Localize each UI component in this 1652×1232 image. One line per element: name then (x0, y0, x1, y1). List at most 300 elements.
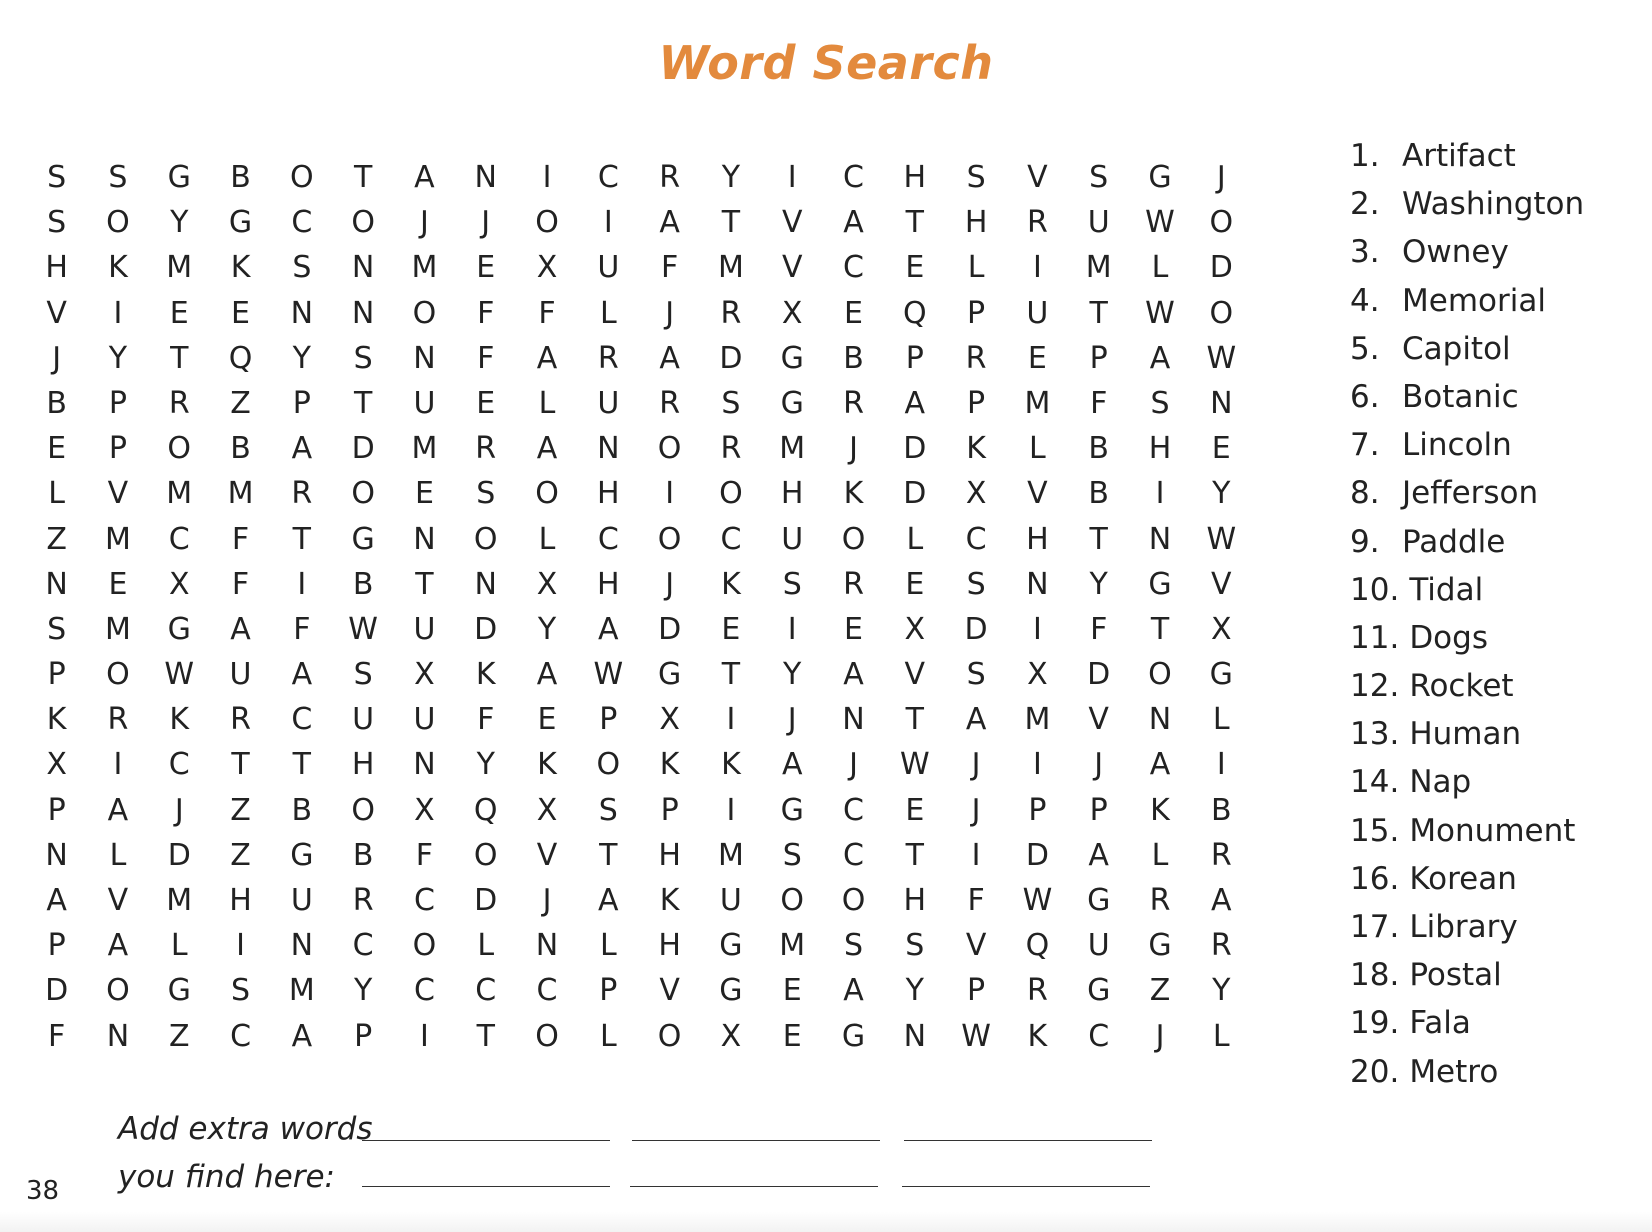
grid-letter[interactable]: H (903, 160, 927, 195)
grid-letter[interactable]: F (231, 566, 250, 602)
grid-letter[interactable]: S (1089, 160, 1109, 195)
grid-letter[interactable]: B (230, 431, 251, 467)
grid-letter[interactable]: I (787, 160, 797, 195)
grid-letter[interactable]: K (843, 476, 864, 512)
grid-letter[interactable]: O (841, 883, 866, 918)
grid-letter[interactable]: D (903, 476, 927, 512)
grid-letter[interactable]: D (1025, 837, 1049, 873)
grid-letter[interactable]: P (599, 702, 618, 738)
grid-letter[interactable]: L (599, 1018, 617, 1054)
grid-letter[interactable]: O (106, 205, 130, 241)
grid-letter[interactable]: Y (476, 747, 495, 783)
grid-letter[interactable]: V (46, 295, 67, 331)
grid-letter[interactable]: B (1088, 431, 1109, 467)
grid-letter[interactable]: I (1216, 747, 1226, 783)
grid-letter[interactable]: M (105, 521, 131, 557)
grid-letter[interactable]: A (843, 205, 864, 241)
grid-letter[interactable]: C (352, 928, 374, 964)
grid-letter[interactable]: W (593, 657, 624, 693)
grid-letter[interactable]: I (1032, 611, 1042, 647)
grid-letter[interactable]: K (721, 566, 741, 602)
grid-letter[interactable]: B (230, 160, 251, 195)
grid-letter[interactable]: R (352, 883, 374, 918)
grid-letter[interactable]: N (45, 566, 68, 602)
grid-letter[interactable]: K (1150, 792, 1170, 828)
grid-letter[interactable]: S (353, 657, 373, 693)
grid-letter[interactable]: L (48, 476, 65, 512)
grid-letter[interactable]: C (843, 250, 864, 286)
grid-letter[interactable]: E (169, 295, 189, 331)
grid-letter[interactable]: F (293, 611, 311, 647)
grid-letter[interactable]: X (168, 566, 190, 602)
grid-letter[interactable]: E (905, 792, 925, 828)
grid-letter[interactable]: I (971, 837, 981, 873)
grid-letter[interactable]: W (348, 611, 378, 647)
grid-letter[interactable]: X (46, 747, 67, 783)
grid-letter[interactable]: Y (905, 973, 924, 1009)
grid-letter[interactable]: W (961, 1018, 991, 1054)
grid-letter[interactable]: K (966, 431, 986, 467)
grid-letter[interactable]: C (843, 837, 864, 873)
grid-letter[interactable]: V (781, 250, 803, 286)
grid-letter[interactable]: R (230, 702, 251, 738)
grid-letter[interactable]: D (45, 973, 69, 1009)
grid-letter[interactable]: T (353, 385, 373, 421)
grid-letter[interactable]: J (1155, 1018, 1165, 1054)
grid-letter[interactable]: P (1089, 792, 1108, 828)
grid-letter[interactable]: B (843, 340, 864, 376)
grid-letter[interactable]: Y (108, 340, 128, 376)
grid-letter[interactable]: E (905, 566, 925, 602)
grid-letter[interactable]: H (658, 928, 681, 964)
grid-letter[interactable]: F (477, 295, 495, 331)
grid-letter[interactable]: T (1089, 295, 1108, 331)
grid-letter[interactable]: D (167, 837, 191, 873)
grid-letter[interactable]: W (1206, 340, 1237, 376)
grid-letter[interactable]: U (229, 657, 252, 693)
grid-letter[interactable]: G (228, 205, 253, 241)
grid-letter[interactable]: I (542, 160, 552, 195)
grid-letter[interactable]: N (106, 1018, 130, 1054)
grid-letter[interactable]: C (168, 747, 190, 783)
grid-letter[interactable]: H (229, 883, 252, 918)
grid-letter[interactable]: L (1212, 1018, 1230, 1054)
grid-letter[interactable]: O (1209, 295, 1234, 331)
grid-letter[interactable]: T (415, 566, 434, 602)
grid-letter[interactable]: G (351, 521, 375, 557)
grid-letter[interactable]: P (47, 657, 66, 693)
grid-letter[interactable]: L (1212, 702, 1230, 738)
grid-letter[interactable]: C (168, 521, 190, 557)
grid-letter[interactable]: S (598, 792, 618, 828)
grid-letter[interactable]: C (475, 973, 497, 1009)
grid-letter[interactable]: R (168, 385, 190, 421)
grid-letter[interactable]: H (780, 476, 804, 512)
grid-letter[interactable]: G (780, 340, 804, 376)
grid-letter[interactable]: P (1089, 340, 1108, 376)
grid-letter[interactable]: D (1087, 657, 1111, 693)
grid-letter[interactable]: C (291, 205, 313, 241)
grid-letter[interactable]: A (291, 431, 313, 467)
grid-letter[interactable]: A (598, 611, 619, 647)
grid-letter[interactable]: N (45, 837, 68, 873)
grid-letter[interactable]: P (108, 431, 127, 467)
grid-letter[interactable]: S (231, 973, 251, 1009)
grid-letter[interactable]: S (47, 611, 67, 647)
grid-letter[interactable]: S (47, 205, 67, 241)
grid-letter[interactable]: U (597, 250, 620, 286)
grid-letter[interactable]: V (1027, 160, 1048, 195)
grid-letter[interactable]: M (227, 476, 254, 512)
grid-letter[interactable]: C (843, 160, 864, 195)
grid-letter[interactable]: Y (1212, 973, 1231, 1009)
grid-letter[interactable]: E (1027, 340, 1047, 376)
grid-letter[interactable]: T (599, 837, 618, 873)
grid-letter[interactable]: P (108, 385, 127, 421)
grid-letter[interactable]: T (721, 205, 741, 241)
grid-letter[interactable]: B (1088, 476, 1109, 512)
grid-letter[interactable]: F (48, 1018, 66, 1054)
grid-letter[interactable]: U (781, 521, 804, 557)
grid-letter[interactable]: O (657, 431, 682, 467)
grid-letter[interactable]: R (659, 160, 681, 195)
grid-letter[interactable]: H (1148, 431, 1172, 467)
grid-letter[interactable]: Y (721, 160, 741, 195)
grid-letter[interactable]: N (290, 295, 314, 331)
grid-letter[interactable]: H (597, 566, 620, 602)
grid-letter[interactable]: N (597, 431, 620, 467)
grid-letter[interactable]: O (412, 295, 437, 331)
grid-letter[interactable]: D (474, 611, 498, 647)
grid-letter[interactable]: I (665, 476, 675, 512)
grid-letter[interactable]: Z (46, 521, 67, 557)
grid-letter[interactable]: D (964, 611, 988, 647)
grid-letter[interactable]: L (906, 521, 924, 557)
grid-letter[interactable]: R (659, 385, 681, 421)
grid-letter[interactable]: F (415, 837, 434, 873)
grid-letter[interactable]: V (1027, 476, 1048, 512)
grid-letter[interactable]: R (720, 431, 742, 467)
grid-letter[interactable]: A (536, 340, 558, 376)
grid-letter[interactable]: W (899, 747, 930, 783)
extra-word-blank-4[interactable] (362, 1186, 610, 1187)
grid-letter[interactable]: X (414, 657, 435, 693)
grid-letter[interactable]: M (411, 431, 438, 467)
grid-letter[interactable]: F (231, 521, 250, 557)
grid-letter[interactable]: I (113, 295, 123, 331)
grid-letter[interactable]: O (535, 476, 559, 512)
grid-letter[interactable]: O (719, 476, 743, 512)
grid-letter[interactable]: X (536, 792, 558, 828)
grid-letter[interactable]: O (657, 1018, 682, 1054)
grid-letter[interactable]: N (351, 250, 375, 286)
grid-letter[interactable]: H (658, 837, 681, 873)
grid-letter[interactable]: G (780, 792, 804, 828)
grid-letter[interactable]: R (843, 566, 864, 602)
grid-letter[interactable]: T (905, 702, 924, 738)
grid-letter[interactable]: C (720, 521, 742, 557)
grid-letter[interactable]: A (843, 973, 864, 1009)
grid-letter[interactable]: I (726, 702, 736, 738)
grid-letter[interactable]: K (537, 747, 557, 783)
grid-letter[interactable]: I (1032, 747, 1042, 783)
grid-letter[interactable]: A (1211, 883, 1232, 918)
grid-letter[interactable]: N (842, 702, 865, 738)
grid-letter[interactable]: R (107, 702, 129, 738)
grid-letter[interactable]: Q (473, 792, 498, 828)
grid-letter[interactable]: R (291, 476, 313, 512)
grid-letter[interactable]: F (538, 295, 556, 331)
grid-letter[interactable]: Y (292, 340, 311, 376)
grid-letter[interactable]: J (971, 792, 981, 828)
grid-letter[interactable]: R (965, 340, 987, 376)
grid-letter[interactable]: C (597, 160, 619, 195)
grid-letter[interactable]: P (967, 973, 986, 1009)
grid-letter[interactable]: S (782, 837, 802, 873)
grid-letter[interactable]: J (1094, 747, 1104, 783)
grid-letter[interactable]: T (292, 747, 311, 783)
grid-letter[interactable]: T (905, 837, 924, 873)
grid-letter[interactable]: F (1090, 611, 1108, 647)
grid-letter[interactable]: R (1026, 205, 1048, 241)
grid-letter[interactable]: O (841, 521, 866, 557)
grid-letter[interactable]: D (351, 431, 375, 467)
grid-letter[interactable]: X (659, 702, 680, 738)
grid-letter[interactable]: A (107, 792, 129, 828)
grid-letter[interactable]: E (1211, 431, 1231, 467)
grid-letter[interactable]: K (46, 702, 67, 738)
grid-letter[interactable]: G (657, 657, 682, 693)
grid-letter[interactable]: B (46, 385, 67, 421)
grid-letter[interactable]: X (536, 250, 558, 286)
grid-letter[interactable]: L (1151, 837, 1169, 873)
grid-letter[interactable]: F (967, 883, 985, 918)
grid-letter[interactable]: E (108, 566, 128, 602)
grid-letter[interactable]: O (351, 476, 375, 512)
grid-letter[interactable]: U (413, 611, 436, 647)
grid-letter[interactable]: O (535, 205, 559, 241)
grid-letter[interactable]: C (413, 973, 435, 1009)
grid-letter[interactable]: V (781, 205, 803, 241)
grid-letter[interactable]: G (1148, 928, 1172, 964)
grid-letter[interactable]: O (290, 160, 314, 195)
grid-letter[interactable]: R (475, 431, 497, 467)
grid-letter[interactable]: T (1089, 521, 1108, 557)
grid-letter[interactable]: J (542, 883, 552, 918)
grid-letter[interactable]: C (965, 521, 987, 557)
grid-letter[interactable]: P (967, 385, 986, 421)
grid-letter[interactable]: E (537, 702, 557, 738)
grid-letter[interactable]: E (476, 250, 496, 286)
grid-letter[interactable]: G (167, 611, 191, 647)
grid-letter[interactable]: Z (1149, 973, 1171, 1009)
grid-letter[interactable]: G (719, 928, 743, 964)
grid-letter[interactable]: E (905, 250, 925, 286)
grid-letter[interactable]: K (1027, 1018, 1048, 1054)
grid-letter[interactable]: J (52, 340, 62, 376)
grid-letter[interactable]: L (1029, 431, 1046, 467)
grid-letter[interactable]: J (420, 205, 429, 241)
grid-letter[interactable]: Y (170, 205, 189, 241)
grid-letter[interactable]: S (292, 250, 312, 286)
grid-letter[interactable]: M (1085, 250, 1112, 286)
grid-letter[interactable]: O (351, 792, 375, 828)
grid-letter[interactable]: C (230, 1018, 252, 1054)
grid-letter[interactable]: G (167, 973, 191, 1009)
grid-letter[interactable]: T (353, 160, 373, 195)
grid-letter[interactable]: D (474, 883, 498, 918)
grid-letter[interactable]: N (1026, 566, 1049, 602)
grid-letter[interactable]: P (47, 928, 66, 964)
grid-letter[interactable]: V (904, 657, 926, 693)
grid-letter[interactable]: S (966, 160, 986, 195)
grid-letter[interactable]: M (411, 250, 438, 286)
grid-letter[interactable]: O (473, 521, 498, 557)
grid-letter[interactable]: O (657, 521, 682, 557)
grid-letter[interactable]: N (474, 566, 497, 602)
grid-letter[interactable]: K (659, 747, 680, 783)
grid-letter[interactable]: L (599, 295, 617, 331)
grid-letter[interactable]: J (174, 792, 184, 828)
grid-letter[interactable]: L (538, 521, 556, 557)
grid-letter[interactable]: B (1210, 792, 1232, 828)
grid-letter[interactable]: U (597, 385, 620, 421)
grid-letter[interactable]: U (1087, 928, 1110, 964)
grid-letter[interactable]: O (780, 883, 805, 918)
grid-letter[interactable]: S (108, 160, 128, 195)
grid-letter[interactable]: K (659, 883, 680, 918)
grid-letter[interactable]: P (47, 792, 66, 828)
grid-letter[interactable]: Y (537, 611, 557, 647)
grid-letter[interactable]: U (719, 883, 742, 918)
grid-letter[interactable]: R (843, 385, 864, 421)
grid-letter[interactable]: A (781, 747, 803, 783)
grid-letter[interactable]: E (844, 611, 863, 647)
grid-letter[interactable]: E (782, 973, 802, 1009)
grid-letter[interactable]: A (659, 340, 680, 376)
grid-letter[interactable]: L (599, 928, 617, 964)
grid-letter[interactable]: J (1216, 160, 1226, 195)
grid-letter[interactable]: T (292, 521, 311, 557)
extra-word-blank-5[interactable] (630, 1186, 878, 1187)
grid-letter[interactable]: O (106, 657, 130, 693)
grid-letter[interactable]: A (291, 1018, 313, 1054)
grid-letter[interactable]: M (166, 883, 193, 918)
grid-letter[interactable]: J (787, 702, 797, 738)
grid-letter[interactable]: F (477, 340, 495, 376)
grid-letter[interactable]: R (720, 295, 742, 331)
grid-letter[interactable]: N (351, 295, 375, 331)
grid-letter[interactable]: I (787, 611, 797, 647)
grid-letter[interactable]: W (1145, 295, 1175, 331)
grid-letter[interactable]: A (46, 883, 67, 918)
grid-letter[interactable]: Y (353, 973, 373, 1009)
grid-letter[interactable]: O (1148, 657, 1172, 693)
grid-letter[interactable]: M (779, 431, 806, 467)
grid-letter[interactable]: S (782, 566, 802, 602)
grid-letter[interactable]: Q (1025, 928, 1050, 964)
grid-letter[interactable]: S (843, 928, 864, 964)
grid-letter[interactable]: I (420, 1018, 429, 1054)
grid-letter[interactable]: X (1211, 611, 1232, 647)
grid-letter[interactable]: U (290, 883, 313, 918)
grid-letter[interactable]: W (164, 657, 195, 693)
grid-letter[interactable]: Z (230, 792, 251, 828)
grid-letter[interactable]: U (413, 702, 436, 738)
grid-letter[interactable]: T (721, 657, 741, 693)
grid-letter[interactable]: A (1149, 747, 1171, 783)
extra-word-blank-3[interactable] (904, 1140, 1152, 1141)
grid-letter[interactable]: A (107, 928, 129, 964)
grid-letter[interactable]: J (665, 566, 675, 602)
grid-letter[interactable]: P (660, 792, 679, 828)
grid-letter[interactable]: V (536, 837, 558, 873)
grid-letter[interactable]: M (1024, 385, 1051, 421)
grid-letter[interactable]: G (841, 1018, 866, 1054)
grid-letter[interactable]: D (658, 611, 682, 647)
grid-letter[interactable]: V (965, 928, 987, 964)
grid-letter[interactable]: A (1088, 837, 1109, 873)
grid-letter[interactable]: X (414, 792, 435, 828)
grid-letter[interactable]: C (843, 792, 864, 828)
grid-letter[interactable]: S (47, 160, 67, 195)
grid-letter[interactable]: Z (168, 1018, 190, 1054)
grid-letter[interactable]: L (170, 928, 188, 964)
grid-letter[interactable]: R (1149, 883, 1171, 918)
grid-letter[interactable]: S (476, 476, 496, 512)
grid-letter[interactable]: A (598, 883, 619, 918)
grid-letter[interactable]: J (665, 295, 675, 331)
grid-letter[interactable]: O (106, 973, 130, 1009)
grid-letter[interactable]: L (538, 385, 556, 421)
grid-letter[interactable]: L (477, 928, 495, 964)
grid-letter[interactable]: N (413, 747, 436, 783)
extra-word-blank-1[interactable] (362, 1140, 610, 1141)
grid-letter[interactable]: O (351, 205, 375, 241)
grid-letter[interactable]: K (108, 250, 128, 286)
grid-letter[interactable]: S (721, 385, 741, 421)
grid-letter[interactable]: X (904, 611, 926, 647)
grid-letter[interactable]: O (412, 928, 437, 964)
grid-letter[interactable]: L (1151, 250, 1169, 286)
grid-letter[interactable]: I (1032, 250, 1042, 286)
grid-letter[interactable]: G (1148, 566, 1172, 602)
grid-letter[interactable]: G (1087, 883, 1111, 918)
grid-letter[interactable]: N (474, 160, 497, 195)
grid-letter[interactable]: V (107, 883, 129, 918)
grid-letter[interactable]: V (107, 476, 129, 512)
grid-letter[interactable]: U (352, 702, 375, 738)
grid-letter[interactable]: J (849, 431, 858, 467)
grid-letter[interactable]: G (167, 160, 191, 195)
grid-letter[interactable]: W (1145, 205, 1175, 241)
grid-letter[interactable]: I (113, 747, 123, 783)
grid-letter[interactable]: M (105, 611, 131, 647)
grid-letter[interactable]: U (413, 385, 436, 421)
grid-letter[interactable]: A (843, 657, 864, 693)
grid-letter[interactable]: S (353, 340, 373, 376)
grid-letter[interactable]: P (354, 1018, 373, 1054)
grid-letter[interactable]: O (596, 747, 621, 783)
grid-letter[interactable]: P (292, 385, 311, 421)
grid-letter[interactable]: L (109, 837, 127, 873)
grid-letter[interactable]: A (1149, 340, 1171, 376)
grid-letter[interactable]: A (904, 385, 926, 421)
grid-letter[interactable]: E (231, 295, 251, 331)
grid-letter[interactable]: V (1088, 702, 1109, 738)
grid-letter[interactable]: T (170, 340, 189, 376)
grid-letter[interactable]: N (1148, 521, 1172, 557)
